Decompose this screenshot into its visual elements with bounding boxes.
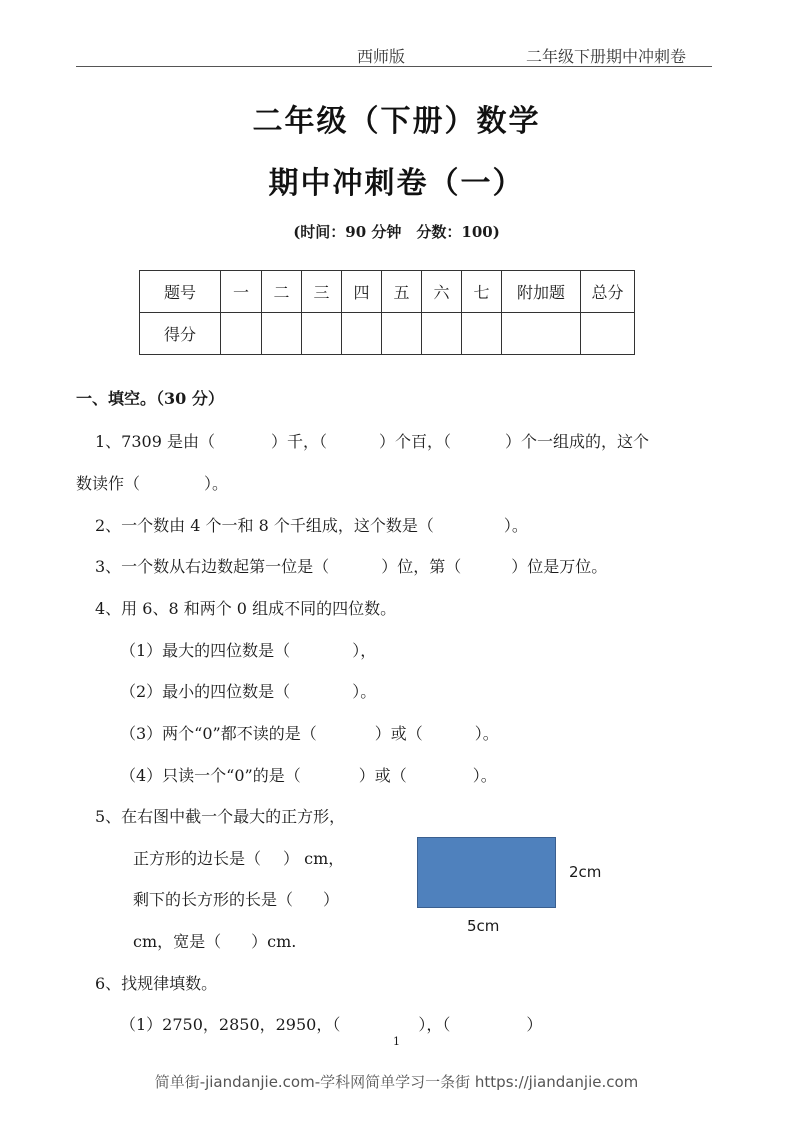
- question-6-part-1: [120, 1012, 542, 1035]
- score-entry-cell: [221, 313, 262, 355]
- score-entry-cell: [302, 313, 342, 355]
- rectangle-figure: [417, 837, 556, 908]
- q6p1-text-b: ），（: [418, 1015, 451, 1034]
- exam-name-label: 二年级下册期中冲刺卷: [526, 47, 687, 66]
- table-cell: 总分: [581, 271, 635, 313]
- section-heading: 一、填空。（30 分）: [76, 389, 224, 408]
- question-3: [95, 554, 607, 577]
- q1-text-a: 1、7309 是由（: [95, 432, 215, 451]
- score-table: [139, 270, 635, 355]
- question-4: 4、用 6、8 和两个 0 组成不同的四位数。: [95, 599, 397, 618]
- q5l1-text-a: 正方形的边长是（: [133, 849, 262, 868]
- question-4-part-2: [120, 679, 376, 702]
- question-1-line-2: [76, 471, 228, 494]
- page-number: 1: [393, 1035, 400, 1048]
- question-4-part-1: [120, 638, 376, 661]
- page-title: 二年级（下册）数学: [252, 104, 541, 139]
- q1-text-d: ）个一组成的，这个: [505, 432, 650, 451]
- table-cell: 三: [302, 271, 342, 313]
- q1-text-c: ）个百，（: [379, 432, 452, 451]
- score-entry-cell: [422, 313, 462, 355]
- table-cell: 六: [422, 271, 462, 313]
- score-entry-cell: [462, 313, 502, 355]
- q5l2-text-a: 剩下的长方形的长是（: [133, 890, 294, 909]
- q1-text-b: ）千，（: [271, 432, 328, 451]
- q4p4-text-a: （4）只读一个“0”的是（: [120, 766, 301, 785]
- q4p1-text-b: ），: [352, 641, 377, 660]
- q6p1-text-c: ）: [526, 1015, 543, 1034]
- page-footer: 简单街-jiandanjie.com-学科网简单学习一条街 https://jiandanjie.com: [154, 1073, 639, 1091]
- q5l2-text-b: ）: [323, 890, 340, 909]
- q2-text-a: 2、一个数由 4 个一和 8 个千组成，这个数是（: [95, 516, 434, 535]
- question-4-part-3: [120, 721, 499, 744]
- q3-text-c: ）位是万位。: [511, 557, 608, 576]
- score-entry-cell: [581, 313, 635, 355]
- q3-text-b: ）位，第（: [381, 557, 462, 576]
- score-entry-cell: [262, 313, 302, 355]
- score-table-score-row: [140, 313, 635, 355]
- q4p2-text-b: ）。: [352, 682, 377, 701]
- q4p3-text-c: ）。: [474, 724, 499, 743]
- q4p3-text-a: （3）两个“0”都不读的是（: [120, 724, 317, 743]
- page-subtitle: 期中冲刺卷（一）: [268, 166, 525, 201]
- question-6: 6、找规律填数。: [95, 974, 218, 993]
- table-cell: 得分: [140, 313, 221, 355]
- edition-label: 西师版: [357, 47, 406, 66]
- table-cell: 七: [462, 271, 502, 313]
- table-cell: 二: [262, 271, 302, 313]
- q3-text-a: 3、一个数从右边数起第一位是（: [95, 557, 330, 576]
- q1-text-e: 数读作（: [76, 474, 141, 493]
- score-entry-cell: [502, 313, 581, 355]
- table-cell: 题号: [140, 271, 221, 313]
- question-4-part-4: [120, 763, 497, 786]
- q4p4-text-b: ）或（: [358, 766, 407, 785]
- question-5-line-2: [133, 887, 339, 910]
- rectangle-height-label: 2cm: [569, 863, 602, 881]
- q1-text-f: ）。: [204, 474, 229, 493]
- q4p2-text-a: （2）最小的四位数是（: [120, 682, 291, 701]
- question-5: 5、在右图中截一个最大的正方形，: [95, 807, 346, 826]
- table-cell: 附加题: [502, 271, 581, 313]
- q4p4-text-c: ）。: [472, 766, 497, 785]
- q2-text-b: ）。: [503, 516, 528, 535]
- table-cell: 五: [382, 271, 422, 313]
- question-2: [95, 513, 528, 536]
- q4p3-text-b: ）或（: [374, 724, 423, 743]
- exam-info: (时间：90 分钟 分数：100): [293, 223, 500, 241]
- q5l3-text-a: cm，宽是（: [133, 932, 222, 951]
- table-cell: 四: [342, 271, 382, 313]
- question-1-line-1: [95, 429, 649, 452]
- question-5-line-1: [133, 846, 344, 869]
- table-cell: 一: [221, 271, 262, 313]
- header-rule: [76, 66, 712, 67]
- score-entry-cell: [382, 313, 422, 355]
- score-entry-cell: [342, 313, 382, 355]
- q6p1-text-a: （1）2750，2850，2950，（: [120, 1015, 341, 1034]
- score-table-header-row: [140, 271, 635, 313]
- q5l1-text-b: ） cm，: [283, 849, 345, 868]
- q5l3-text-b: ）cm.: [251, 932, 297, 951]
- rectangle-width-label: 5cm: [467, 917, 500, 935]
- question-5-line-3: [133, 929, 296, 952]
- q4p1-text-a: （1）最大的四位数是（: [120, 641, 291, 660]
